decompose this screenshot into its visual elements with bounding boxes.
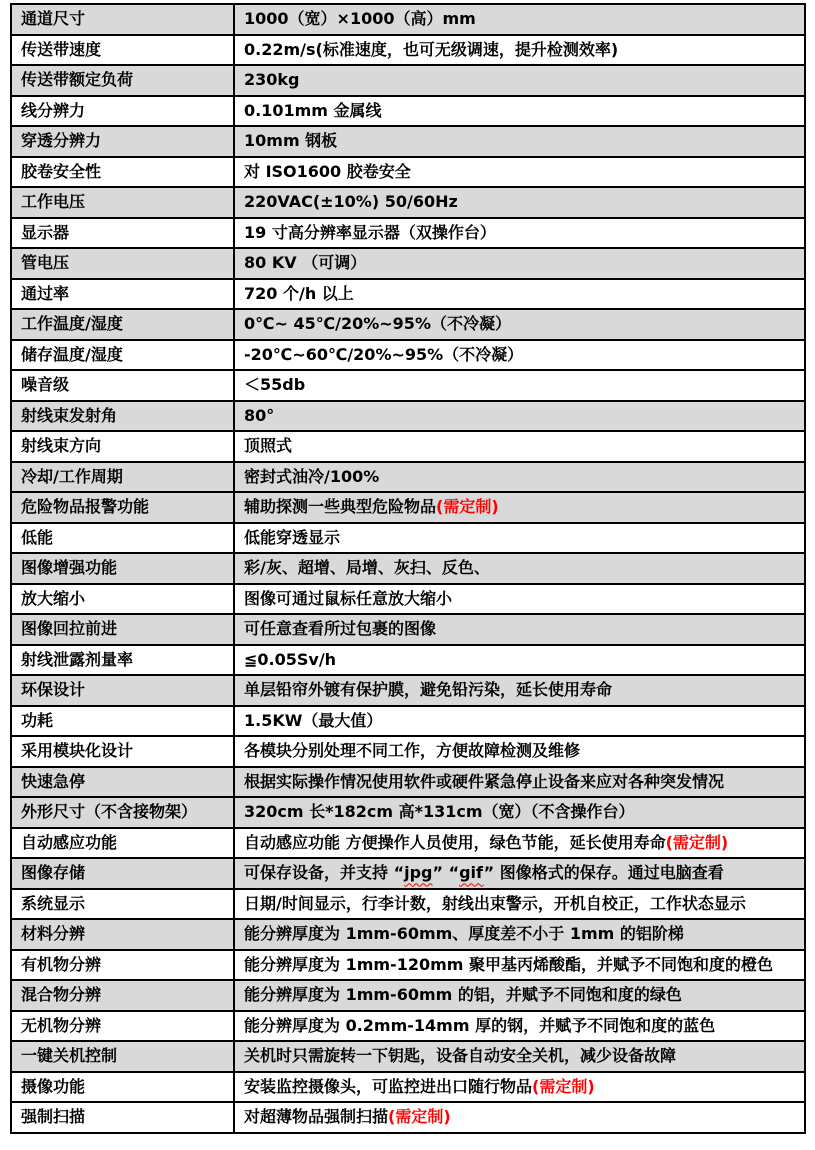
spec-value — [234, 4, 805, 35]
spec-label: 有机物分辨 — [11, 950, 234, 981]
spec-value — [234, 309, 805, 340]
spec-value — [234, 858, 805, 889]
spec-value — [234, 553, 805, 584]
spec-label: 低能 — [11, 523, 234, 554]
value-text: 220VAC(±10%) 50/60Hz — [244, 192, 458, 212]
spec-value — [234, 614, 805, 645]
spec-value — [234, 919, 805, 950]
spec-label: 储存温度/湿度 — [11, 340, 234, 371]
custom-required-note: (需定制) — [388, 1107, 451, 1127]
spec-label: 一键关机控制 — [11, 1041, 234, 1072]
table-row — [11, 950, 805, 981]
value-text: 0.101mm 金属线 — [244, 100, 382, 120]
spec-value — [234, 157, 805, 188]
value-text: 根据实际操作情况使用软件或硬件紧急停止设备来应对各种突发情况 — [244, 771, 725, 791]
table-row — [11, 919, 805, 950]
spec-value — [234, 279, 805, 310]
value-text: 1.5KW（最大值） — [244, 710, 383, 730]
spec-label: 系统显示 — [11, 889, 234, 920]
spec-value — [234, 431, 805, 462]
custom-required-note: (需定制) — [436, 497, 499, 517]
spec-value — [234, 65, 805, 96]
value-text: 对 ISO1600 胶卷安全 — [244, 161, 411, 181]
table-row — [11, 279, 805, 310]
spec-value — [234, 889, 805, 920]
spec-value — [234, 736, 805, 767]
spec-label: 胶卷安全性 — [11, 157, 234, 188]
value-text: -20℃~60℃/20%~95%（不冷凝） — [244, 344, 524, 364]
value-text: 辅助探测一些典型危险物品 — [244, 497, 437, 517]
value-text: 80° — [244, 405, 275, 425]
table-row — [11, 889, 805, 920]
spec-value — [234, 401, 805, 432]
spec-label: 显示器 — [11, 218, 234, 249]
spec-value — [234, 248, 805, 279]
value-text: 720 个/h 以上 — [244, 283, 354, 303]
spec-value — [234, 370, 805, 401]
spec-label: 工作温度/湿度 — [11, 309, 234, 340]
value-text: ＜55db — [244, 375, 306, 395]
table-row — [11, 187, 805, 218]
value-text: 能分辨厚度为 1mm-120mm 聚甲基丙烯酸酯，并赋予不同饱和度的橙色 — [244, 954, 774, 974]
spec-label: 摄像功能 — [11, 1072, 234, 1103]
spec-value — [234, 645, 805, 676]
value-text: ≦0.05Sv/h — [244, 649, 337, 669]
spec-value — [234, 706, 805, 737]
table-row — [11, 706, 805, 737]
table-row — [11, 1041, 805, 1072]
value-text: ” “ — [432, 863, 460, 883]
spec-label: 采用模块化设计 — [11, 736, 234, 767]
spec-table-body — [11, 4, 805, 1133]
spec-value — [234, 797, 805, 828]
value-text: 图像可通过鼠标任意放大缩小 — [244, 588, 453, 608]
value-text: 能分辨厚度为 0.2mm-14mm 厚的钢，并赋予不同饱和度的蓝色 — [244, 1015, 716, 1035]
spec-value — [234, 767, 805, 798]
spec-label: 射线束发射角 — [11, 401, 234, 432]
spec-label: 射线泄露剂量率 — [11, 645, 234, 676]
table-row — [11, 431, 805, 462]
value-text: 彩/灰、超增、局增、灰扫、反色、 — [244, 558, 490, 578]
spec-value — [234, 584, 805, 615]
value-text: 关机时只需旋转一下钥匙，设备自动安全关机，减少设备故障 — [244, 1046, 677, 1066]
value-text: 320cm 长*182cm 高*131cm（宽）（不含操作台） — [244, 802, 635, 822]
table-row — [11, 980, 805, 1011]
table-row — [11, 584, 805, 615]
table-row — [11, 1072, 805, 1103]
spec-value — [234, 187, 805, 218]
value-text: 密封式油冷/100% — [244, 466, 380, 486]
spec-label: 强制扫描 — [11, 1102, 234, 1133]
value-text: 80 KV （可调） — [244, 253, 367, 273]
spec-label: 噪音级 — [11, 370, 234, 401]
value-text: ” 图像格式的保存。通过电脑查看 — [483, 863, 724, 883]
value-text: 各模块分别处理不同工作，方便故障检测及维修 — [244, 741, 581, 761]
value-text: 低能穿透显示 — [244, 527, 341, 547]
table-row — [11, 523, 805, 554]
table-row — [11, 126, 805, 157]
spec-label: 图像回拉前进 — [11, 614, 234, 645]
spec-label: 管电压 — [11, 248, 234, 279]
table-row — [11, 645, 805, 676]
spec-value — [234, 675, 805, 706]
value-text: 可保存设备，并支持 “ — [244, 863, 405, 883]
table-row — [11, 1011, 805, 1042]
spec-label: 冷却/工作周期 — [11, 462, 234, 493]
spec-label: 通道尺寸 — [11, 4, 234, 35]
spec-value — [234, 1011, 805, 1042]
table-row — [11, 492, 805, 523]
spec-value — [234, 980, 805, 1011]
spec-value — [234, 1072, 805, 1103]
value-text: 安装监控摄像头，可监控进出口随行物品 — [244, 1076, 533, 1096]
custom-required-note: (需定制) — [665, 832, 729, 852]
custom-required-note: (需定制) — [532, 1076, 595, 1096]
table-row — [11, 65, 805, 96]
spec-label: 传送带额定负荷 — [11, 65, 234, 96]
value-text: 能分辨厚度为 1mm-60mm 的铝，并赋予不同饱和度的绿色 — [244, 985, 682, 1005]
spec-label: 功耗 — [11, 706, 234, 737]
spec-label: 无机物分辨 — [11, 1011, 234, 1042]
table-row — [11, 370, 805, 401]
value-text: 10mm 钢板 — [244, 131, 338, 151]
value-text: 能分辨厚度为 1mm-60mm、厚度差不小于 1mm 的铝阶梯 — [244, 924, 684, 944]
spec-value — [234, 950, 805, 981]
spec-label: 快速急停 — [11, 767, 234, 798]
spec-value — [234, 462, 805, 493]
table-row — [11, 736, 805, 767]
spec-label: 图像增强功能 — [11, 553, 234, 584]
value-text: 230kg — [244, 70, 300, 90]
table-row — [11, 1102, 805, 1133]
spec-value — [234, 1102, 805, 1133]
value-text: 0.22m/s(标准速度，也可无级调速，提升检测效率) — [244, 39, 619, 59]
spec-value — [234, 340, 805, 371]
spec-label: 穿透分辨力 — [11, 126, 234, 157]
spec-table — [10, 3, 806, 1134]
spec-label: 危险物品报警功能 — [11, 492, 234, 523]
spec-value — [234, 1041, 805, 1072]
spec-value — [234, 828, 805, 859]
table-row — [11, 96, 805, 127]
spec-label: 线分辨力 — [11, 96, 234, 127]
spec-value — [234, 523, 805, 554]
table-row — [11, 309, 805, 340]
spec-label: 自动感应功能 — [11, 828, 234, 859]
spec-value — [234, 35, 805, 66]
table-row — [11, 35, 805, 66]
spec-label: 传送带速度 — [11, 35, 234, 66]
value-text: 1000（宽）×1000（高）mm — [244, 9, 476, 29]
table-row — [11, 340, 805, 371]
spec-label: 外形尺寸（不含接物架） — [11, 797, 234, 828]
spec-label: 材料分辨 — [11, 919, 234, 950]
spec-label: 环保设计 — [11, 675, 234, 706]
value-text: 对超薄物品强制扫描 — [244, 1107, 389, 1127]
table-row — [11, 828, 805, 859]
spellcheck-flagged-text: jpg — [404, 863, 433, 883]
spec-label: 混合物分辨 — [11, 980, 234, 1011]
table-row — [11, 248, 805, 279]
spec-label: 放大缩小 — [11, 584, 234, 615]
value-text: 自动感应功能 方便操作人员使用，绿色节能，延长使用寿命 — [244, 832, 666, 852]
table-row — [11, 858, 805, 889]
spec-label: 射线束方向 — [11, 431, 234, 462]
table-row — [11, 675, 805, 706]
spellcheck-flagged-text: gif — [459, 863, 484, 883]
table-row — [11, 218, 805, 249]
value-text: 日期/时间显示，行李计数，射线出束警示，开机自校正，工作状态显示 — [244, 893, 746, 913]
table-row — [11, 797, 805, 828]
spec-label: 工作电压 — [11, 187, 234, 218]
spec-value — [234, 218, 805, 249]
table-row — [11, 157, 805, 188]
table-row — [11, 4, 805, 35]
value-text: 19 寸高分辨率显示器（双操作台） — [244, 222, 496, 242]
spec-value — [234, 126, 805, 157]
value-text: 顶照式 — [244, 436, 293, 456]
spec-value — [234, 96, 805, 127]
spec-label: 图像存储 — [11, 858, 234, 889]
table-row — [11, 614, 805, 645]
value-text: 0℃~ 45℃/20%~95%（不冷凝） — [244, 314, 511, 334]
table-row — [11, 462, 805, 493]
spec-label: 通过率 — [11, 279, 234, 310]
value-text: 可任意查看所过包裹的图像 — [244, 619, 437, 639]
spec-value — [234, 492, 805, 523]
value-text: 单层铅帘外镀有保护膜，避免铅污染，延长使用寿命 — [244, 680, 613, 700]
table-row — [11, 401, 805, 432]
table-row — [11, 767, 805, 798]
table-row — [11, 553, 805, 584]
